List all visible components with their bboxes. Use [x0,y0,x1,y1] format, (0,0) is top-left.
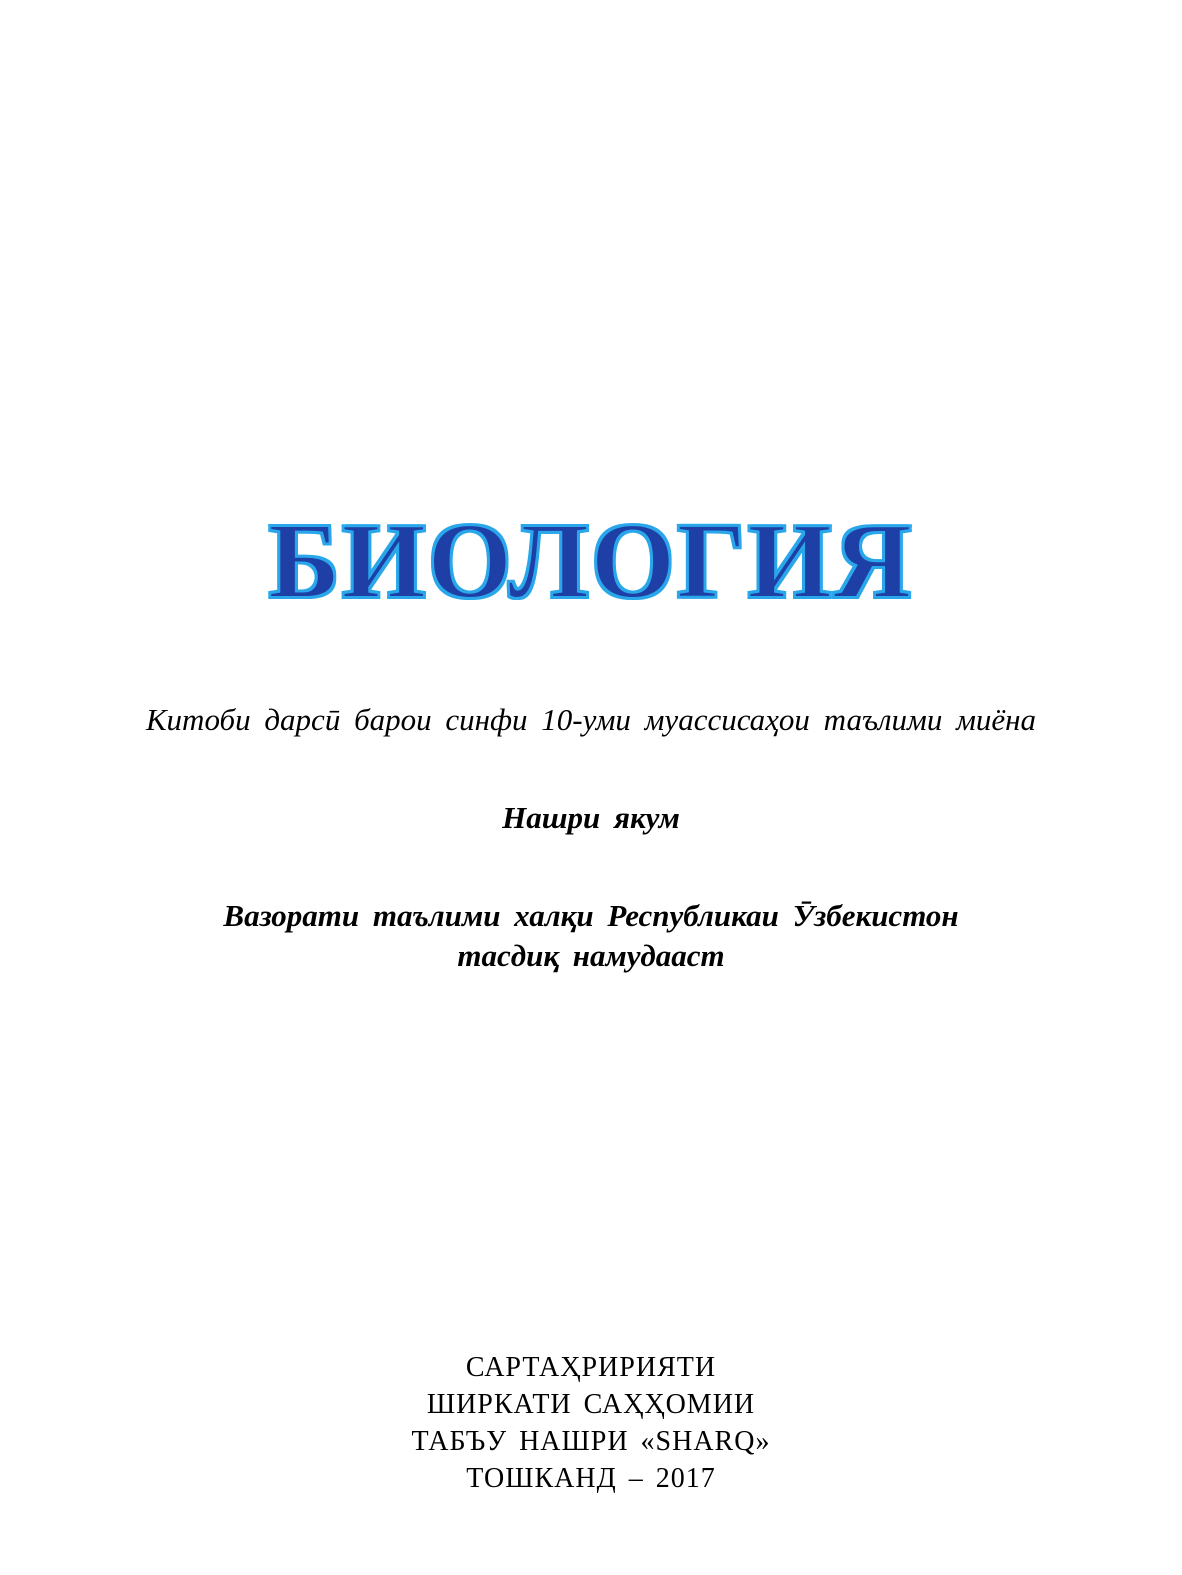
approval-line-2: тасдиқ намудааст [457,938,725,973]
publisher-line-1: САРТАҲРИРИЯТИ [465,1352,717,1383]
publisher-line-2: ШИРКАТИ САҲҲОМИИ [426,1389,756,1420]
publisher-line-3: ТАБЪУ НАШРИ «SHARQ» [411,1426,771,1457]
approval-statement [0,896,1182,976]
book-subtitle: Китоби дарсӣ барои синфи 10-уми муассисаҳои таълими миёна [145,702,1037,737]
book-title: БИОЛОГИЯ [268,502,914,621]
publisher-city-year: ТОШКАНД – 2017 [466,1463,716,1494]
publisher-block [0,1349,1182,1497]
approval-line-1: Вазорати таълими халқи Республикаи Ӯзбекистон [223,898,959,933]
edition-label: Нашри якум [502,800,680,835]
